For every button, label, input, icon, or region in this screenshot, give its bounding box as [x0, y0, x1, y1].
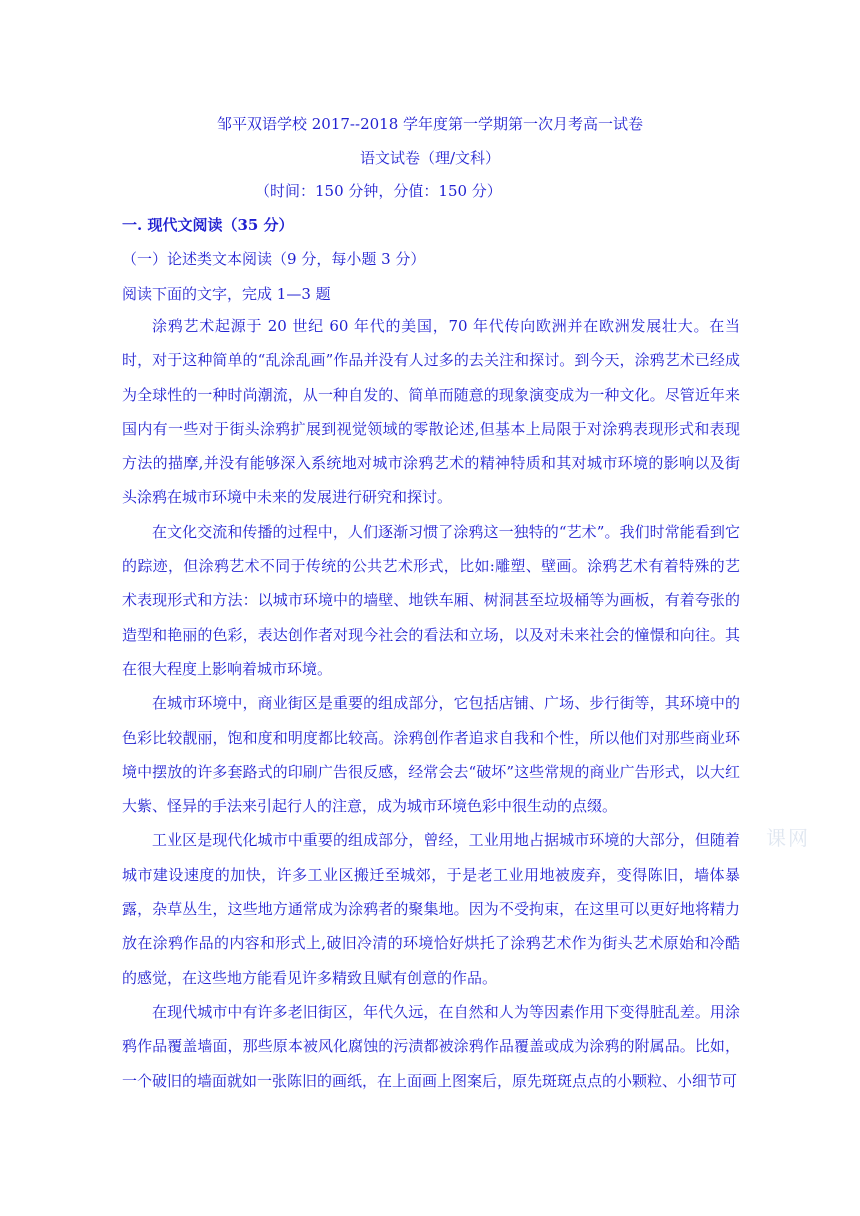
reading-instruction: 阅读下面的文字，完成 1—3 题: [122, 285, 331, 303]
passage-paragraph: 在城市环境中，商业街区是重要的组成部分，它包括店铺、广场、步行街等，其环境中的色彩比较靓丽，饱和度和明度都比较高。涂鸦创作者追求自我和个性，所以他们对那些商业环境中摆放的许多套路式的印刷广告很反感，经常会去“破坏”这些常规的商业广告形式，以大红大紫、怪异的手法来引起行人的注意，成为城市环境色彩中很生动的点缀。: [122, 694, 740, 816]
passage-paragraph: 涂鸦艺术起源于 20 世纪 60 年代的美国，70 年代传向欧洲并在欧洲发展壮大。在当时，对于这种简单的“乱涂乱画”作品并没有人过多的去关注和探讨。到今天，涂鸦艺术已经成为全球性的一种时尚潮流，从一种自发的、简单而随意的现象演变成为一种文化。尽管近年来国内有一些对于街头涂鸦扩展到视觉领域的零散论述,但基本上局限于对涂鸦表现形式和表现方法的描摩,并没有能够深入系统地对城市涂鸦艺术的精神特质和其对城市环境的影响以及街头涂鸦在城市环境中未来的发展进行研究和探讨。: [122, 317, 740, 507]
passage: [122, 309, 740, 1098]
exam-meta: （时间：150 分钟，分值：150 分）: [255, 182, 502, 200]
watermark: 课网: [766, 826, 810, 850]
exam-subtitle: 语文试卷（理/文科）: [359, 149, 501, 167]
passage-paragraph: 在现代城市中有许多老旧街区，年代久远，在自然和人为等因素作用下变得脏乱差。用涂鸦作品覆盖墙面，那些原本被风化腐蚀的污渍都被涂鸦作品覆盖或成为涂鸦的附属品。比如，一个破旧的墙面就如一张陈旧的画纸，在上面画上图案后，原先斑斑点点的小颗粒、小细节可: [122, 1002, 740, 1090]
passage-paragraph: 在文化交流和传播的过程中，人们逐渐习惯了涂鸦这一独特的“艺术”。我们时常能看到它的踪迹，但涂鸦艺术不同于传统的公共艺术形式，比如:雕塑、壁画。涂鸦艺术有着特殊的艺术表现形式和方法：以城市环境中的墙壁、地铁车厢、树洞甚至垃圾桶等为画板，有着夸张的造型和艳丽的色彩，表达创作者对现今社会的看法和立场，以及对未来社会的憧憬和向往。其在很大程度上影响着城市环境。: [122, 522, 740, 678]
passage-paragraph: 工业区是现代化城市中重要的组成部分，曾经，工业用地占据城市环境的大部分，但随着城市建设速度的加快，许多工业区搬迁至城郊，于是老工业用地被废弃，变得陈旧，墙体暴露，杂草丛生，这些地方通常成为涂鸦者的聚集地。因为不受拘束，在这里可以更好地将精力放在涂鸦作品的内容和形式上,破旧冷清的环境恰好烘托了涂鸦艺术作为街头艺术原始和冷酷的感觉，在这些地方能看见许多精致且赋有创意的作品。: [122, 831, 740, 987]
section-heading: 一. 现代文阅读（35 分）: [122, 216, 294, 234]
exam-title: 邹平双语学校 2017--2018 学年度第一学期第一次月考高一试卷: [216, 115, 644, 133]
subsection-heading: （一）论述类文本阅读（9 分，每小题 3 分）: [122, 250, 426, 268]
